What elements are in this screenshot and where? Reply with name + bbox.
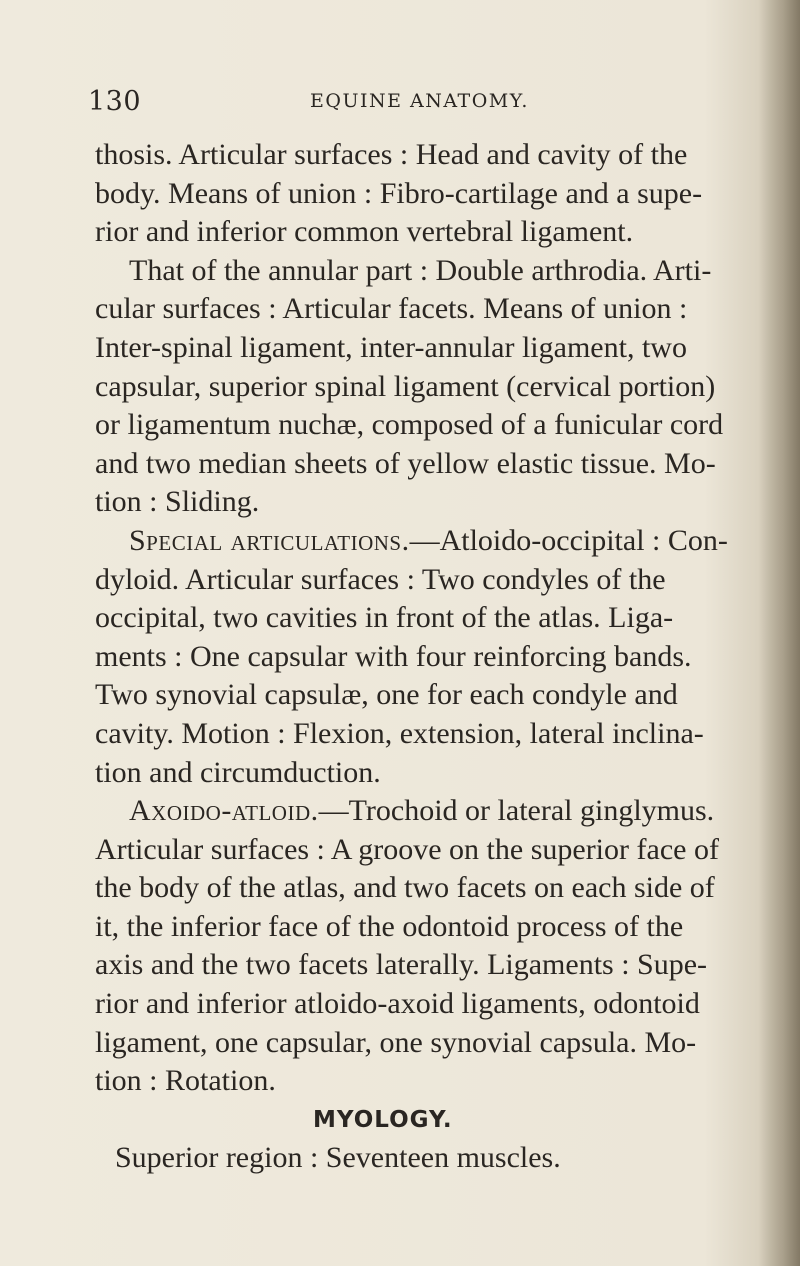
text-line: body. Means of union : Fibro-cartilage and a supe- [95,176,703,210]
text-line: or ligamentum nuchæ, composed of a funicular cord [95,408,724,442]
paragraph-lead: Special articulations. [129,523,410,557]
text-line: tion : Rotation. [95,1064,276,1098]
text-run: —Trochoid or lateral ginglymus. [318,794,715,828]
paragraph-lead: Axoido-atloid. [129,794,319,828]
page-header [88,86,688,118]
text-line: rior and inferior common vertebral ligament. [95,215,634,249]
text-line: Inter-spinal ligament, inter-annular ligament, two [95,330,687,364]
text-line: cavity. Motion : Flexion, extension, lateral inclina- [95,716,704,750]
section-heading: MYOLOGY. [313,1106,453,1133]
text-line: rior and inferior atloido-axoid ligaments, odontoid [95,987,700,1021]
text-line [95,522,765,561]
text-line: cular surfaces : Articular facets. Means of union : [95,292,688,326]
text-line: Superior region : Seventeen muscles. [115,1141,561,1175]
text-line: axis and the two facets laterally. Ligaments : Supe- [95,948,708,982]
text-line: dyloid. Articular surfaces : Two condyles of the [95,562,666,596]
page-number: 130 [88,86,142,117]
text-line [95,792,765,831]
text-line: Two synovial capsulæ, one for each condyle and [95,678,678,712]
text-run: —Atloido-occipital : Con- [409,523,728,557]
text-line: and two median sheets of yellow elastic tissue. Mo- [95,446,716,480]
paragraph-annular-part [95,252,765,522]
text-line: That of the annular part : Double arthrodia. Arti- [129,253,712,287]
text-line: thosis. Articular surfaces : Head and cavity of the [95,138,688,171]
text-line: it, the inferior face of the odontoid process of the [95,909,684,943]
text-line: tion and circumduction. [95,755,381,789]
running-head: EQUINE ANATOMY. [310,90,529,112]
paragraph-axoido-atloid [95,792,765,1101]
text-line: capsular, superior spinal ligament (cervical portion) [95,369,716,403]
text-line: ligament, one capsular, one synovial capsula. Mo- [95,1025,697,1059]
text-line: tion : Sliding. [95,485,260,519]
paragraph-special-articulations [95,522,765,792]
text-line: ments : One capsular with four reinforcing bands. [95,639,692,673]
text-line: Articular surfaces : A groove on the superior face of [95,832,719,866]
body-text [95,136,765,1178]
text-line: the body of the atlas, and two facets on each side of [95,871,715,905]
text-line: occipital, two cavities in front of the atlas. Liga- [95,601,674,635]
paragraph-vertebral-body [95,136,765,252]
